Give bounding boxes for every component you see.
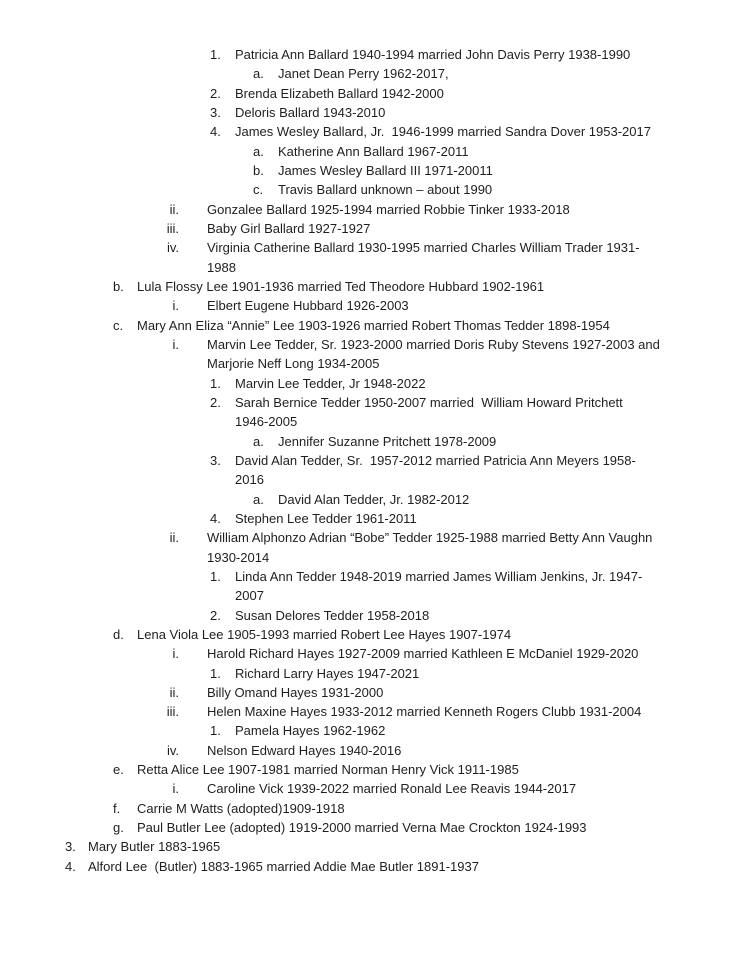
list-marker: 2. [210,85,221,101]
list-text: Elbert Eugene Hubbard 1926-2003 [207,298,409,314]
list-text: 1930-2014 [207,549,270,565]
list-text: Virginia Catherine Ballard 1930-1995 married Charles William Trader 1931- [207,240,640,256]
list-line [0,721,754,740]
list-line [0,296,754,315]
list-line [0,644,754,663]
list-text: James Wesley Ballard III 1971-20011 [278,162,493,178]
list-text: Harold Richard Hayes 1927-2009 married Kathleen E McDaniel 1929-2020 [207,646,639,662]
list-text: David Alan Tedder, Sr. 1957-2012 married Patricia Ann Meyers 1958- [235,452,636,468]
list-marker: iv. [166,240,179,256]
outline-list [0,45,754,876]
list-text: Patricia Ann Ballard 1940-1994 married John Davis Perry 1938-1990 [235,47,631,62]
list-marker: 4. [65,858,76,874]
list-marker: b. [113,278,124,294]
list-line [0,142,754,161]
list-text: Janet Dean Perry 1962-2017, [278,66,449,82]
list-text: 1946-2005 [235,414,298,430]
list-line [0,606,754,625]
list-marker: ii. [169,530,179,546]
list-text: 1988 [207,259,236,275]
list-marker: a. [253,143,264,159]
list-line [0,683,754,702]
list-marker: c. [253,182,264,198]
list-marker: i. [172,781,179,797]
list-text: William Alphonzo Adrian “Bobe” Tedder 1925-1988 married Betty Ann Vaughn [207,530,653,546]
list-line [0,200,754,219]
list-text: Travis Ballard unknown – about 1990 [278,182,493,198]
list-marker: 1. [210,375,221,391]
list-line [0,664,754,683]
list-text: Carrie M Watts (adopted)1909-1918 [137,800,345,816]
list-text: 2007 [235,588,264,604]
list-marker: ii. [169,201,179,217]
list-text: David Alan Tedder, Jr. 1982-2012 [278,491,470,507]
list-line-continuation [0,354,754,373]
list-marker: a. [253,66,264,82]
list-marker: 2. [210,607,221,623]
list-marker: iii. [166,704,179,720]
list-marker: 4. [210,510,221,526]
list-line [0,567,754,586]
list-line [0,741,754,760]
list-marker: f. [113,800,121,816]
list-text: Retta Alice Lee 1907-1981 married Norman Henry Vick 1911-1985 [137,762,519,778]
list-line [0,451,754,470]
list-text: Katherine Ann Ballard 1967-2011 [278,143,469,159]
list-line [0,335,754,354]
list-marker: 1. [210,47,221,62]
list-line [0,84,754,103]
list-text: Marvin Lee Tedder, Sr. 1923-2000 married Doris Ruby Stevens 1927-2003 and [207,336,660,352]
list-line [0,238,754,257]
list-marker: 3. [210,104,221,120]
list-line [0,432,754,451]
list-text: Alford Lee (Butler) 1883-1965 married Addie Mae Butler 1891-1937 [88,858,479,874]
list-text: Helen Maxine Hayes 1933-2012 married Kenneth Rogers Clubb 1931-2004 [207,704,642,720]
list-marker: a. [253,491,264,507]
list-line [0,393,754,412]
list-text: Marjorie Neff Long 1934-2005 [207,356,380,372]
list-text: Deloris Ballard 1943-2010 [235,104,386,120]
list-line [0,122,754,141]
list-marker [210,470,235,489]
list-marker: 1. [210,568,221,584]
list-line [0,490,754,509]
list-line [0,180,754,199]
list-line [0,45,754,64]
list-line [0,818,754,837]
list-line [0,760,754,779]
list-text: Susan Delores Tedder 1958-2018 [235,607,430,623]
list-marker [152,258,207,277]
list-text: Nelson Edward Hayes 1940-2016 [207,742,402,758]
list-text: James Wesley Ballard, Jr. 1946-1999 married Sandra Dover 1953-2017 [235,124,651,140]
list-marker: b. [253,162,264,178]
list-marker: 3. [210,452,221,468]
list-text: Paul Butler Lee (adopted) 1919-2000 married Verna Mae Crockton 1924-1993 [137,820,587,836]
list-marker: g. [113,820,124,836]
list-marker: d. [113,626,124,642]
list-text: Baby Girl Ballard 1927-1927 [207,220,371,236]
list-line [0,857,754,876]
list-marker: iv. [166,742,179,758]
list-marker: 1. [210,665,221,681]
list-line [0,277,754,296]
list-line [0,625,754,644]
list-marker: c. [113,317,124,333]
list-marker: e. [113,762,124,778]
list-marker: ii. [169,684,179,700]
list-line [0,528,754,547]
list-line-continuation [0,412,754,431]
list-text: Mary Ann Eliza “Annie” Lee 1903-1926 married Robert Thomas Tedder 1898-1954 [137,317,610,333]
list-text: Brenda Elizabeth Ballard 1942-2000 [235,85,444,101]
list-text: Jennifer Suzanne Pritchett 1978-2009 [278,433,497,449]
list-text: Lula Flossy Lee 1901-1936 married Ted Theodore Hubbard 1902-1961 [137,278,545,294]
list-marker: iii. [166,220,179,236]
list-line [0,509,754,528]
list-text: Gonzalee Ballard 1925-1994 married Robbie Tinker 1933-2018 [207,201,570,217]
list-marker: i. [172,298,179,314]
list-text: Linda Ann Tedder 1948-2019 married James William Jenkins, Jr. 1947- [235,568,643,584]
list-line [0,837,754,856]
list-line [0,374,754,393]
list-text: Stephen Lee Tedder 1961-2011 [235,510,417,526]
list-marker: 3. [65,839,76,855]
list-text: Richard Larry Hayes 1947-2021 [235,665,420,681]
list-text: Marvin Lee Tedder, Jr 1948-2022 [235,375,426,391]
list-text: 2016 [235,472,264,488]
list-text: Caroline Vick 1939-2022 married Ronald Lee Reavis 1944-2017 [207,781,577,797]
list-marker [210,586,235,605]
list-marker [152,548,207,567]
list-line [0,702,754,721]
list-text: Lena Viola Lee 1905-1993 married Robert Lee Hayes 1907-1974 [137,626,512,642]
list-text: Sarah Bernice Tedder 1950-2007 married William Howard Pritchett [235,394,623,410]
list-marker: i. [172,336,179,352]
list-line-continuation [0,548,754,567]
list-line [0,64,754,83]
list-text: Billy Omand Hayes 1931-2000 [207,684,384,700]
list-line [0,316,754,335]
list-line-continuation [0,258,754,277]
list-marker: 4. [210,124,221,140]
list-line [0,799,754,818]
list-line-continuation [0,586,754,605]
list-line [0,219,754,238]
list-line [0,161,754,180]
list-marker: a. [253,433,264,449]
list-marker [210,412,235,431]
list-marker: 1. [210,723,221,739]
list-line [0,779,754,798]
list-marker: 2. [210,394,221,410]
list-marker: i. [172,646,179,662]
list-line [0,103,754,122]
list-text: Pamela Hayes 1962-1962 [235,723,386,739]
list-line-continuation [0,470,754,489]
list-marker [152,354,207,373]
list-text: Mary Butler 1883-1965 [88,839,221,855]
